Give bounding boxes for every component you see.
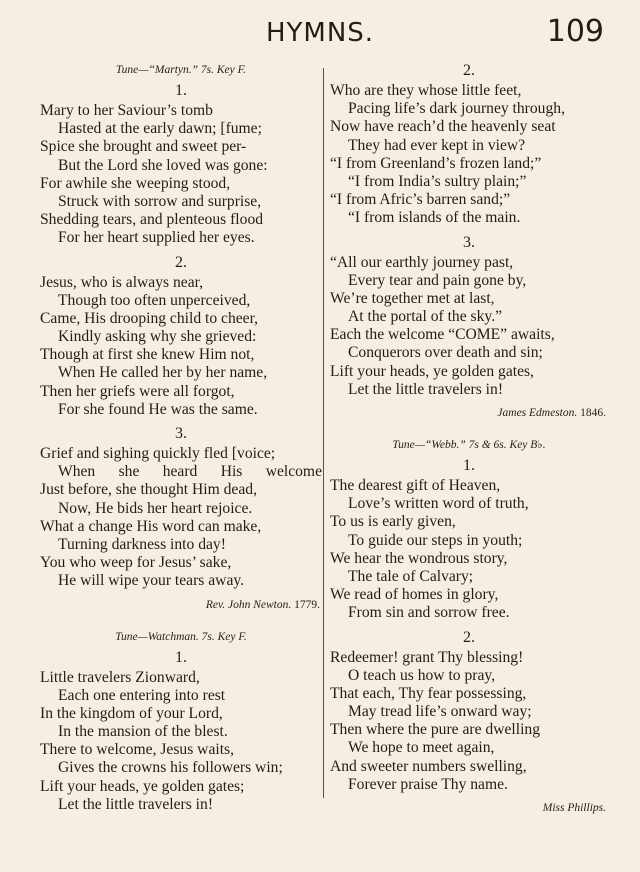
hymn-line: Jesus, who is always near,	[40, 273, 204, 291]
hymn-line: We hope to meet again,	[348, 739, 495, 757]
hymn-line: Grief and sighing quickly fled [voice;	[40, 445, 276, 462]
hymn-author	[40, 595, 322, 615]
verse-number: 3.	[175, 425, 187, 442]
hymn-line: And sweeter numbers swelling,	[330, 757, 527, 775]
hymn-line: Gives the crowns his followers win;	[58, 759, 283, 777]
hymn-line: Struck with sorrow and surprise,	[58, 192, 262, 210]
author-year: 1846.	[580, 407, 606, 419]
spacer	[330, 423, 608, 435]
stanza	[40, 102, 322, 248]
hymn-line: Then where the pure are dwelling	[330, 721, 540, 739]
right-column	[330, 60, 608, 818]
verse-number: 2.	[175, 253, 187, 271]
hymn-line: Conquerors over death and sin;	[348, 344, 543, 362]
hymn-line: Love’s written word of truth,	[348, 495, 529, 513]
hymn-line: “I from Afric’s barren sand;”	[330, 191, 511, 209]
stanza	[40, 445, 322, 591]
hymn-line: Forever praise Thy name.	[348, 775, 508, 793]
hymn-line: Who are they whose little feet,	[330, 82, 522, 99]
hymn-line: We read of homes in glory,	[330, 586, 499, 604]
hymn-line: There to welcome, Jesus waits,	[40, 741, 235, 759]
hymn-line: When He called her by her name,	[58, 364, 268, 382]
stanza	[40, 669, 322, 815]
hymn-line: Just before, she thought Him dead,	[40, 481, 257, 499]
hymn-line: Let the little travelers in!	[348, 380, 504, 398]
hymn-line: But the Lord she loved was gone:	[58, 156, 268, 174]
author-name: Rev. John Newton.	[205, 598, 292, 611]
tune-heading-martyn: Tune—“Martyn.” 7s. Key F.	[115, 64, 247, 76]
verse-number: 1.	[175, 648, 187, 666]
spacer	[40, 615, 322, 627]
hymn-line: May tread life’s onward way;	[348, 703, 532, 721]
hymn-line: Every tear and pain gone by,	[348, 271, 527, 289]
hymn-line: In the kingdom of your Lord,	[40, 704, 223, 722]
hymn-line: Then her griefs were all forgot,	[40, 382, 235, 400]
stanza	[330, 254, 608, 400]
hymn-line: “I from islands of the main.	[348, 209, 521, 227]
hymn-line: Though at first she knew Him not,	[40, 346, 255, 364]
hymn-line: That each, Thy fear possessing,	[330, 684, 527, 702]
hymn-line: “I from India’s sultry plain;”	[348, 172, 527, 190]
hymn-line: Mary to her Saviour’s tomb	[40, 102, 213, 119]
hymn-author: Miss Phillips.	[542, 802, 606, 814]
hymn-line: Now have reach’d the heavenly seat	[330, 118, 556, 136]
page-number: 109	[546, 14, 604, 49]
hymn-line: To us is early given,	[330, 513, 456, 531]
verse-number: 2.	[463, 62, 475, 79]
hymn-line: From sin and sorrow free.	[348, 604, 510, 622]
hymn-line: “All our earthly journey past,	[330, 253, 514, 271]
left-column	[40, 60, 322, 818]
hymn-line: Came, His drooping child to cheer,	[40, 309, 259, 327]
hymn-line: Each one entering into rest	[58, 686, 226, 704]
hymn-line: For her heart supplied her eyes.	[58, 229, 255, 247]
hymn-line: What a change His word can make,	[40, 517, 262, 535]
verse-number: 1.	[175, 82, 187, 99]
tune-heading-watchman: Tune—Watchman. 7s. Key F.	[115, 630, 247, 643]
hymn-line: At the portal of the sky.”	[348, 308, 503, 326]
hymn-line: Redeemer! grant Thy blessing!	[330, 648, 524, 666]
hymn-line: Lift your heads, ye golden gates,	[330, 362, 534, 380]
author-year: 1779.	[294, 598, 320, 611]
hymn-line: Shedding tears, and plenteous flood	[40, 211, 264, 229]
hymn-line: “I from Greenland’s frozen land;”	[330, 154, 542, 172]
hymn-author	[330, 403, 608, 423]
hymn-line: In the mansion of the blest.	[58, 723, 228, 741]
tune-heading-webb: Tune—“Webb.” 7s & 6s. Key B♭.	[392, 439, 546, 451]
verse-number: 1.	[463, 457, 475, 474]
hymn-line: They had ever kept in view?	[348, 136, 526, 154]
hymn-line: Each the welcome “COME” awaits,	[330, 326, 555, 344]
stanza	[40, 274, 322, 420]
hymn-line: We hear the wondrous story,	[330, 549, 508, 567]
hymn-line: Hasted at the early dawn; [fume;	[58, 120, 262, 138]
column-divider	[323, 68, 324, 798]
hymn-line: Lift your heads, ye golden gates;	[40, 777, 245, 795]
hymn-line: O teach us how to pray,	[348, 666, 496, 684]
hymn-line: Spice she brought and sweet per-	[40, 138, 247, 156]
hymn-line: He will wipe your tears away.	[58, 572, 245, 590]
hymn-line: Pacing life’s dark journey through,	[348, 100, 565, 118]
stanza	[330, 477, 608, 623]
hymn-line: Though too often unperceived,	[58, 291, 251, 309]
author-name: James Edmeston.	[497, 407, 578, 419]
hymn-line: Now, He bids her heart rejoice.	[58, 499, 253, 517]
hymn-line: For she found He was the same.	[58, 400, 258, 418]
hymn-line: Let the little travelers in!	[58, 795, 214, 813]
hymn-line: We’re together met at last,	[330, 289, 495, 307]
stanza	[330, 82, 608, 228]
hymn-line: For awhile she weeping stood,	[40, 174, 231, 192]
hymn-line: To guide our steps in youth;	[348, 531, 523, 549]
stanza	[330, 649, 608, 795]
hymn-line: You who weep for Jesus’ sake,	[40, 554, 232, 572]
hymn-line: The dearest gift of Heaven,	[330, 477, 501, 494]
hymn-line: When she heard His welcome	[58, 463, 322, 481]
hymn-line: Little travelers Zionward,	[40, 668, 200, 686]
verse-number: 2.	[463, 628, 475, 646]
verse-number: 3.	[463, 233, 475, 251]
running-title: HYMNS.	[265, 18, 375, 48]
hymn-line: Kindly asking why she grieved:	[58, 328, 257, 346]
hymn-line: Turning darkness into day!	[58, 535, 226, 553]
hymn-line: The tale of Calvary;	[348, 567, 474, 585]
